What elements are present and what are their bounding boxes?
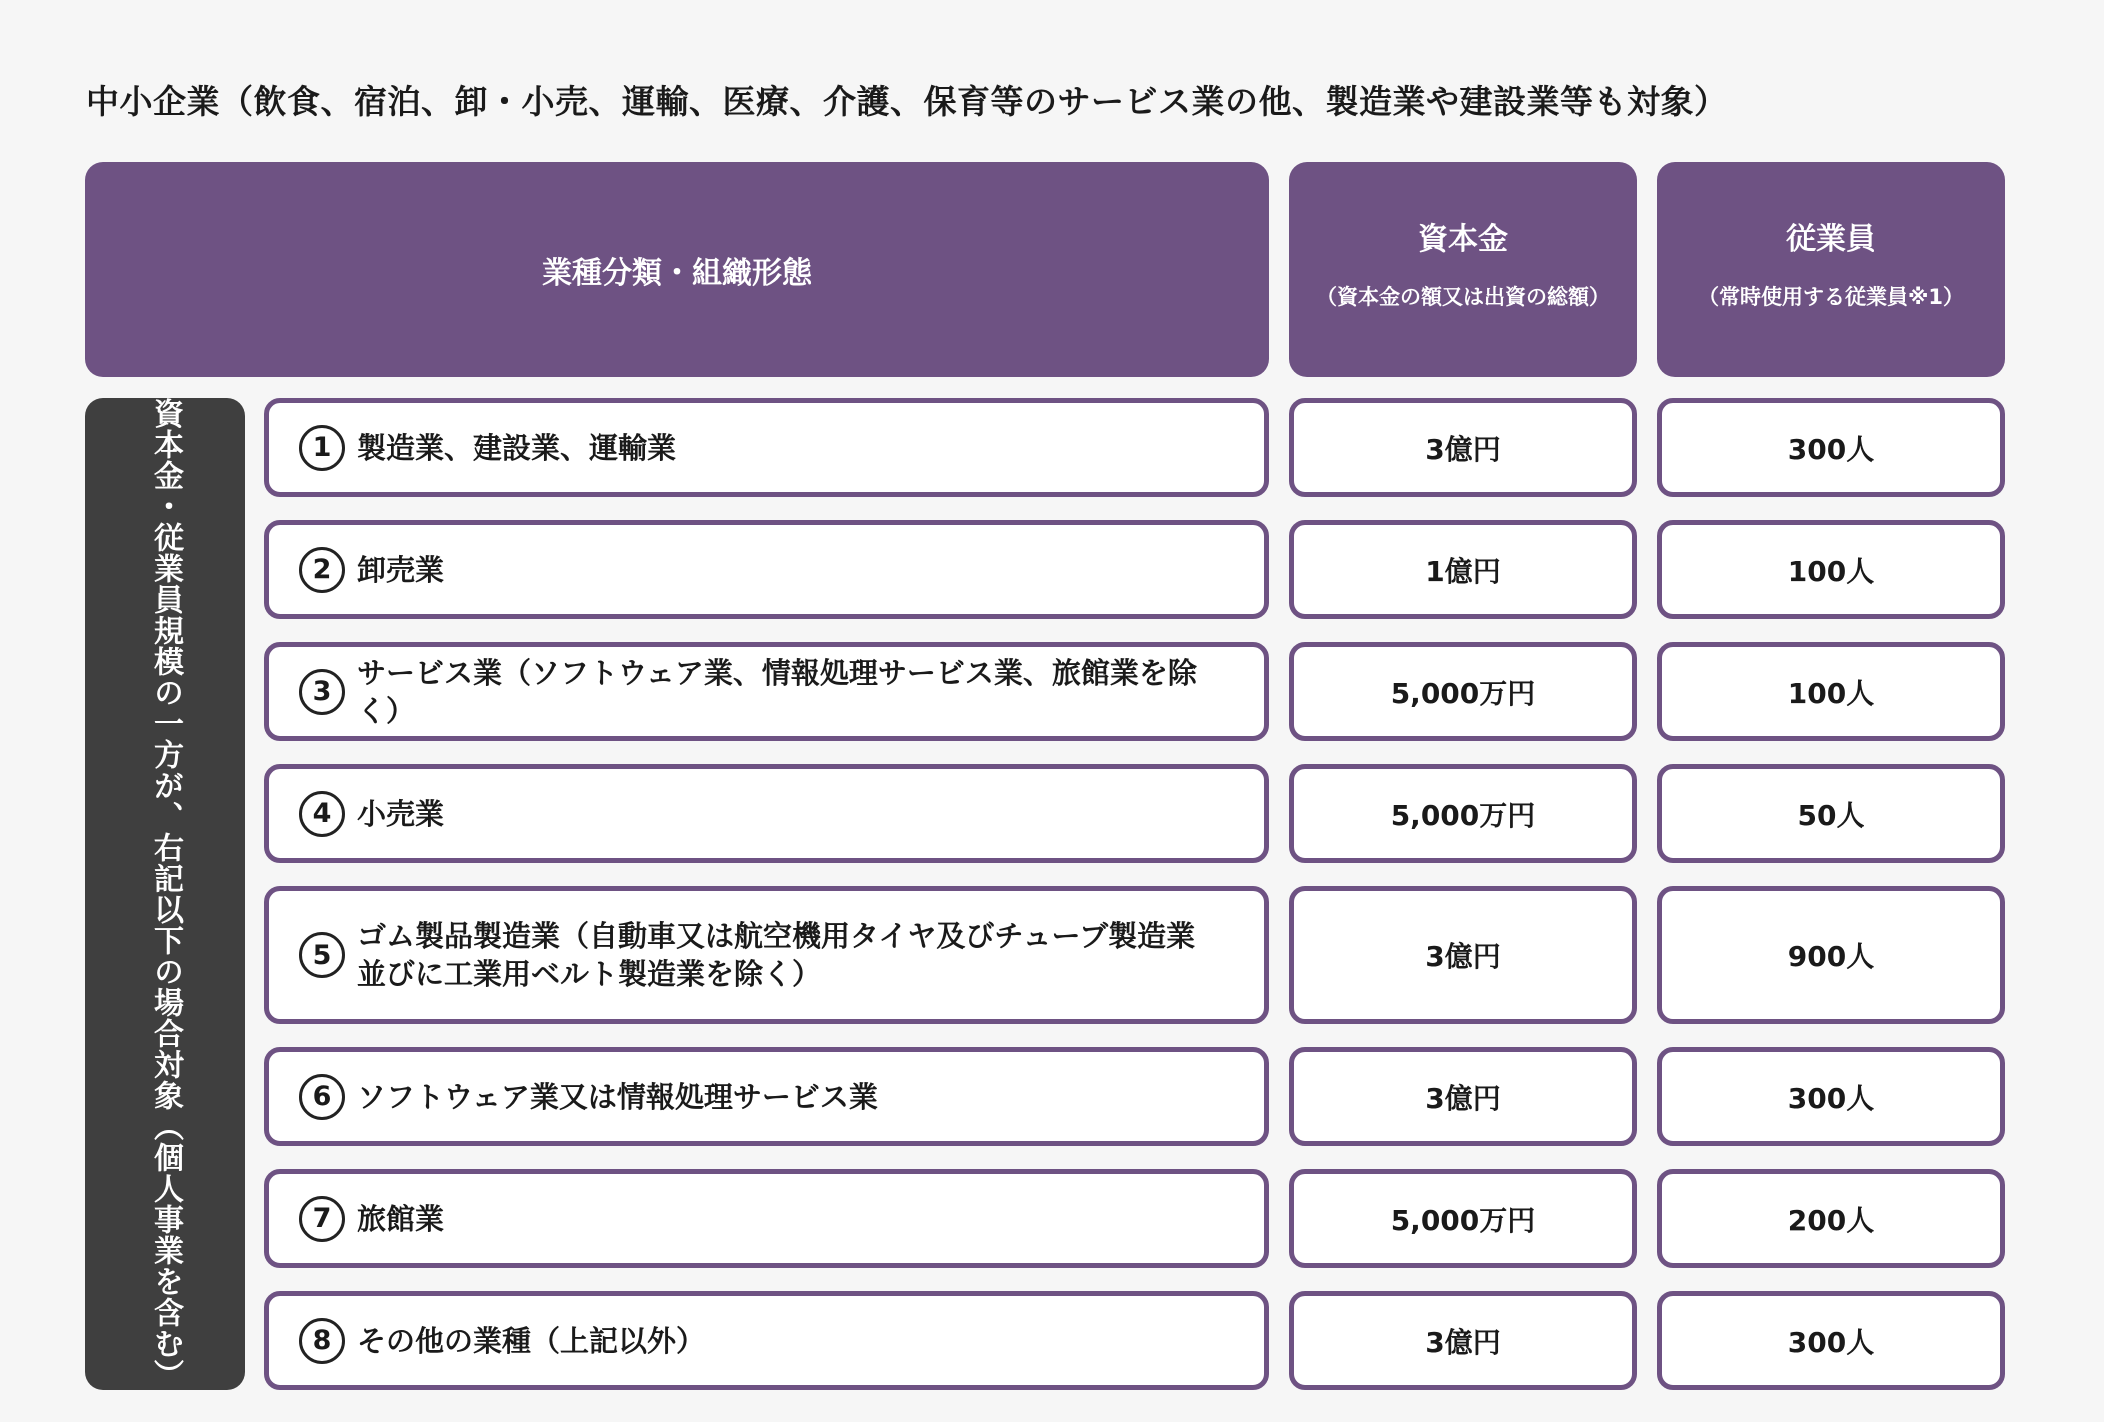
row-category-label: サービス業（ソフトウェア業、情報処理サービス業、旅館業を除く） — [357, 655, 1197, 728]
row-capital-value: 5,000万円 — [1390, 1203, 1536, 1237]
row-capital-value: 5,000万円 — [1390, 676, 1536, 710]
table-row-capital — [1289, 886, 1637, 1024]
header-employees — [1657, 162, 2005, 377]
row-category-label: 小売業 — [357, 796, 445, 831]
header-employees-note: （常時使用する従業員※1） — [1697, 285, 1965, 309]
row-employees-value: 50人 — [1797, 798, 1865, 832]
table-row-category — [264, 764, 1269, 863]
row-capital-value: 3億円 — [1425, 1081, 1501, 1115]
row-number-badge: 2 — [299, 547, 345, 593]
row-category-label: 卸売業 — [357, 552, 445, 587]
row-number-badge: 6 — [299, 1074, 345, 1120]
row-category-label: 製造業、建設業、運輸業 — [357, 430, 677, 465]
table-row-capital — [1289, 764, 1637, 863]
header-category — [85, 162, 1269, 377]
table-row-employees — [1657, 1047, 2005, 1146]
table-row-category — [264, 1291, 1269, 1390]
row-employees-value: 300人 — [1787, 1081, 1875, 1115]
table-row-employees — [1657, 642, 2005, 741]
table-row-category — [264, 642, 1269, 741]
table-row-category — [264, 398, 1269, 497]
table-row-employees — [1657, 520, 2005, 619]
table-row-category — [264, 886, 1269, 1024]
table-row-capital — [1289, 1047, 1637, 1146]
row-number-badge: 8 — [299, 1318, 345, 1364]
row-capital-value: 3億円 — [1425, 432, 1501, 466]
table-row-category — [264, 1169, 1269, 1268]
table-row-capital — [1289, 1291, 1637, 1390]
row-capital-value: 1億円 — [1425, 554, 1501, 588]
table-row-capital — [1289, 642, 1637, 741]
row-employees-value: 300人 — [1787, 432, 1875, 466]
header-category-label: 業種分類・組織形態 — [542, 255, 812, 291]
header-employees-title: 従業員 — [1786, 222, 1876, 257]
row-number-badge: 7 — [299, 1196, 345, 1242]
row-category-label: 旅館業 — [357, 1201, 445, 1236]
header-capital — [1289, 162, 1637, 377]
row-number-badge: 4 — [299, 791, 345, 837]
row-category-label: ソフトウェア業又は情報処理サービス業 — [357, 1079, 878, 1114]
row-employees-value: 300人 — [1787, 1325, 1875, 1359]
header-capital-note: （資本金の額又は出資の総額） — [1316, 285, 1610, 309]
row-category-label: その他の業種（上記以外） — [357, 1323, 706, 1358]
side-label-box — [85, 398, 245, 1390]
table-row-employees — [1657, 764, 2005, 863]
table-row-employees — [1657, 1291, 2005, 1390]
row-capital-value: 3億円 — [1425, 1325, 1501, 1359]
table-row-employees — [1657, 398, 2005, 497]
row-number-badge: 5 — [299, 932, 345, 978]
row-category-label: ゴム製品製造業（自動車又は航空機用タイヤ及びチューブ製造業並びに工業用ベルト製造業を除く） — [357, 919, 1196, 991]
row-employees-value: 900人 — [1787, 940, 1875, 973]
page-title: 中小企業（飲食、宿泊、卸・小売、運輸、医療、介護、保育等のサービス業の他、製造業や建設業等も対象） — [86, 82, 1728, 121]
table-row-capital — [1289, 1169, 1637, 1268]
table-row-employees — [1657, 1169, 2005, 1268]
table-row-capital — [1289, 398, 1637, 497]
row-number-badge: 3 — [299, 669, 345, 715]
table-row-category — [264, 520, 1269, 619]
side-label: 資本金・従業員規模の一方が、右記以下の場合対象（個人事業を含む） — [148, 398, 183, 1390]
row-employees-value: 200人 — [1787, 1203, 1875, 1237]
row-employees-value: 100人 — [1787, 554, 1875, 588]
row-number-badge: 1 — [299, 425, 345, 471]
row-capital-value: 5,000万円 — [1390, 798, 1536, 832]
table-row-employees — [1657, 886, 2005, 1024]
table-row-category — [264, 1047, 1269, 1146]
row-capital-value: 3億円 — [1425, 940, 1501, 973]
table-row-capital — [1289, 520, 1637, 619]
header-capital-title: 資本金 — [1418, 222, 1508, 257]
row-employees-value: 100人 — [1787, 676, 1875, 710]
